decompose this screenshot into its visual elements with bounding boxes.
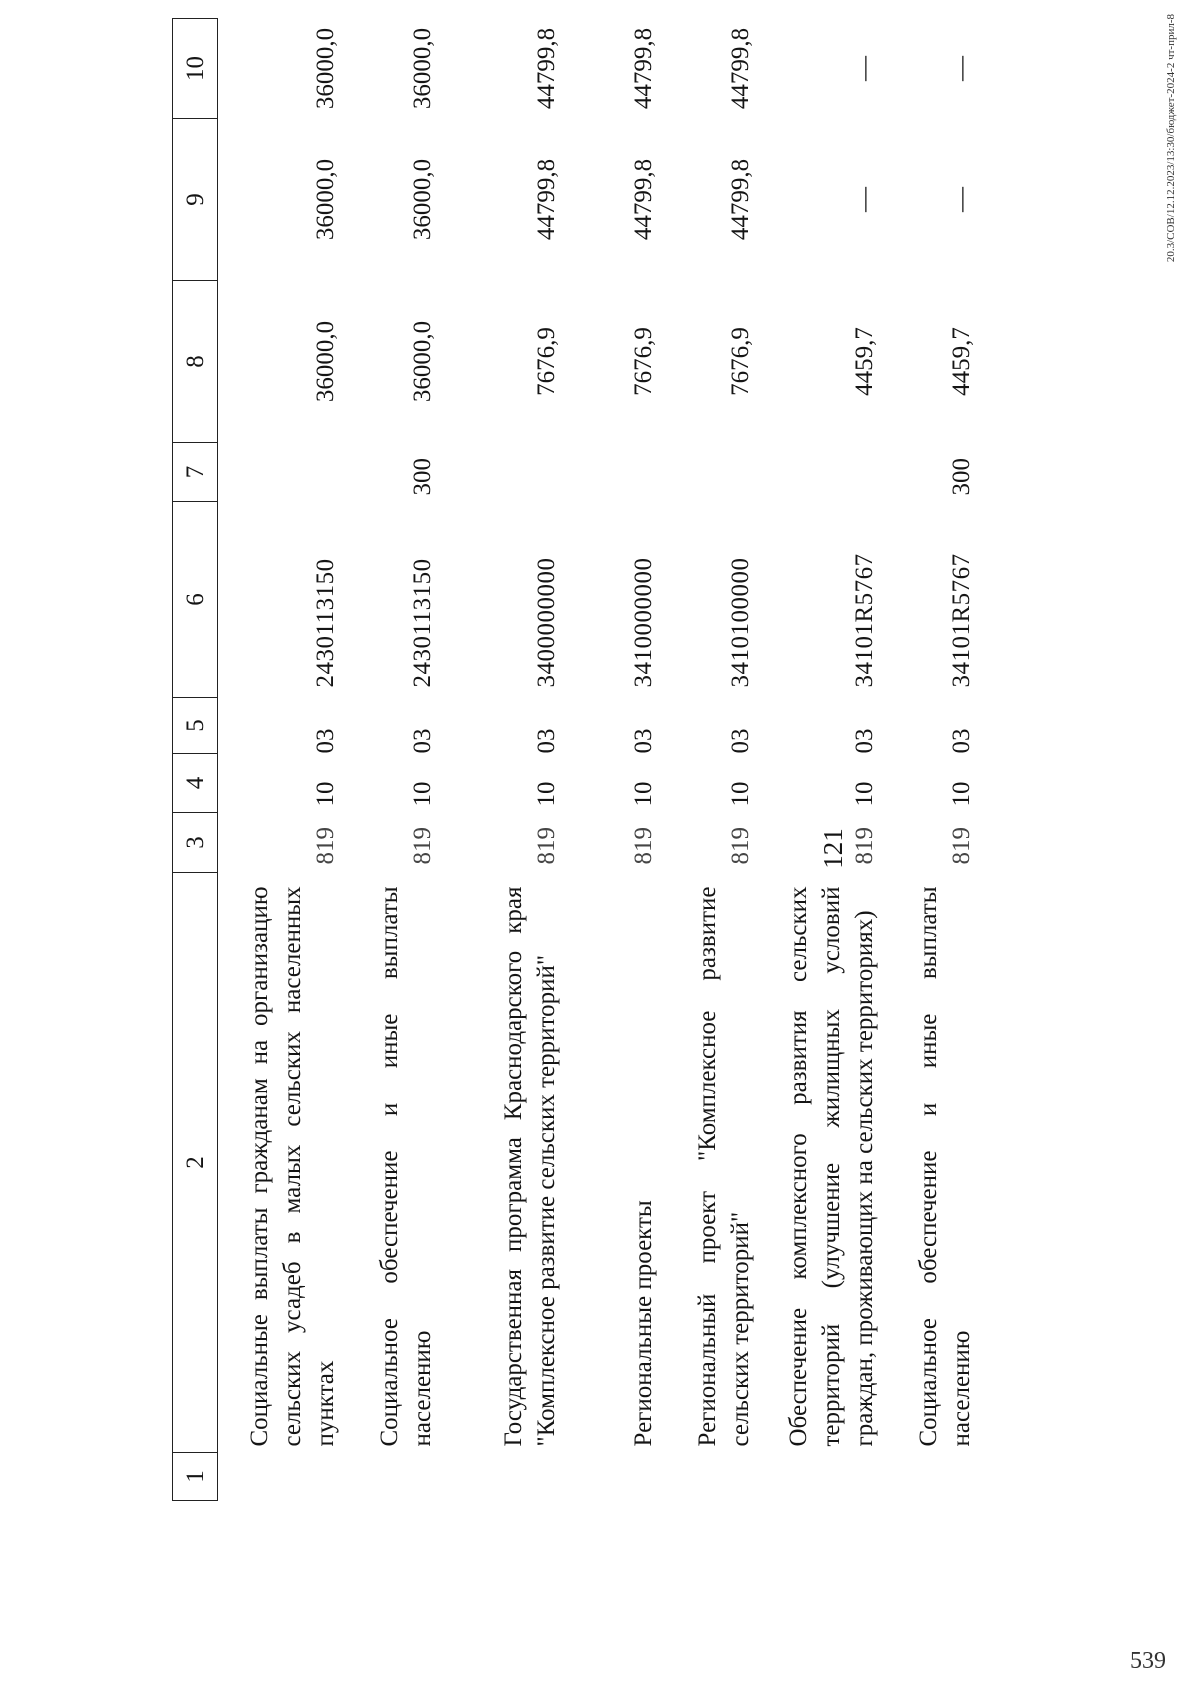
amount-col-9: 36000,0 bbox=[311, 158, 339, 241]
expense-type bbox=[563, 443, 660, 502]
subsection-code: 03 bbox=[947, 728, 975, 754]
expense-type bbox=[757, 443, 881, 502]
subsection-code: 03 bbox=[726, 728, 754, 754]
expense-type: 300 bbox=[947, 458, 975, 496]
amount-col-8: 7676,9 bbox=[629, 327, 657, 396]
col-header-7: 7 bbox=[173, 443, 218, 502]
amount-col-10: — bbox=[947, 56, 975, 81]
row-name: Обеспечение комплексного развития сельских территорий (улучшение жилищных условий граждан, проживающих на сельских территориях) bbox=[784, 886, 878, 1447]
row-name: Государственная программа Краснодарского края "Комплексное развитие сельских территорий" bbox=[499, 886, 560, 1447]
amount-col-8: 36000,0 bbox=[311, 320, 339, 403]
amount-col-10: 36000,0 bbox=[408, 27, 436, 110]
row-number bbox=[660, 1453, 757, 1501]
col-header-9: 9 bbox=[173, 119, 218, 281]
subsection-code: 03 bbox=[311, 728, 339, 754]
table-row bbox=[757, 19, 881, 1501]
section-code: 10 bbox=[726, 781, 754, 807]
section-code: 10 bbox=[629, 781, 657, 807]
amount-col-8: 7676,9 bbox=[726, 327, 754, 396]
target-code: 3400000000 bbox=[532, 557, 560, 688]
amount-col-9: 36000,0 bbox=[408, 158, 436, 241]
amount-col-8: 4459,7 bbox=[947, 327, 975, 396]
subsection-code: 03 bbox=[850, 728, 878, 754]
table-row bbox=[439, 19, 563, 1501]
row-number bbox=[218, 1453, 342, 1501]
col-header-3: 3 bbox=[173, 813, 218, 873]
col-header-8: 8 bbox=[173, 281, 218, 443]
sheet-number: 539 bbox=[1130, 1648, 1166, 1674]
row-name: Социальное обеспечение и иные выплаты населению bbox=[914, 886, 975, 1447]
expense-type bbox=[218, 443, 342, 502]
row-number bbox=[881, 1453, 978, 1501]
amount-col-10: 44799,8 bbox=[726, 27, 754, 110]
amount-col-8: 4459,7 bbox=[850, 327, 878, 396]
col-header-4: 4 bbox=[173, 754, 218, 813]
subsection-code: 03 bbox=[629, 728, 657, 754]
row-number bbox=[439, 1453, 563, 1501]
table-row bbox=[660, 19, 757, 1501]
document-footer-stamp: 20.3/СОВ/12.12.2023/13:30/бюджет-2024-2 чт-прил-8 bbox=[1165, 14, 1177, 263]
ministry-code: 819 bbox=[629, 827, 657, 865]
row-name: Социальные выплаты гражданам на организацию сельских усадеб в малых сельских населенных пунктах bbox=[245, 886, 339, 1447]
ministry-code: 819 bbox=[726, 827, 754, 865]
subsection-code: 03 bbox=[408, 728, 436, 754]
amount-col-10: 44799,8 bbox=[629, 27, 657, 110]
amount-col-8: 7676,9 bbox=[532, 327, 560, 396]
row-number bbox=[342, 1453, 439, 1501]
amount-col-9: 44799,8 bbox=[629, 158, 657, 241]
amount-col-9: — bbox=[947, 187, 975, 212]
col-header-1: 1 bbox=[173, 1453, 218, 1501]
target-code: 34101R5767 bbox=[947, 553, 975, 688]
amount-col-10: — bbox=[850, 56, 878, 81]
table-row bbox=[342, 19, 439, 1501]
row-number bbox=[563, 1453, 660, 1501]
ministry-code: 819 bbox=[850, 827, 878, 865]
expense-type bbox=[439, 443, 563, 502]
row-name: Региональный проект "Комплексное развитие сельских территорий" bbox=[693, 886, 754, 1447]
ministry-code: 819 bbox=[408, 827, 436, 865]
target-code: 34101R5767 bbox=[850, 553, 878, 688]
col-header-2: 2 bbox=[173, 873, 218, 1453]
section-code: 10 bbox=[408, 781, 436, 807]
page-number: 121 bbox=[818, 828, 848, 869]
expense-type: 300 bbox=[408, 458, 436, 496]
row-name: Социальное обеспечение и иные выплаты населению bbox=[375, 886, 436, 1447]
target-code: 2430113150 bbox=[311, 558, 339, 688]
table-row bbox=[881, 19, 978, 1501]
col-header-10: 10 bbox=[173, 19, 218, 119]
col-header-6: 6 bbox=[173, 502, 218, 698]
section-code: 10 bbox=[532, 781, 560, 807]
amount-col-9: — bbox=[850, 187, 878, 212]
section-code: 10 bbox=[850, 781, 878, 807]
row-number bbox=[757, 1453, 881, 1501]
table-row bbox=[563, 19, 660, 1501]
ministry-code: 819 bbox=[311, 827, 339, 865]
ministry-code: 819 bbox=[947, 827, 975, 865]
subsection-code: 03 bbox=[532, 728, 560, 754]
amount-col-10: 44799,8 bbox=[532, 27, 560, 110]
section-code: 10 bbox=[311, 781, 339, 807]
target-code: 3410000000 bbox=[629, 557, 657, 688]
table-row bbox=[218, 19, 342, 1501]
header-row bbox=[173, 19, 218, 1501]
amount-col-9: 44799,8 bbox=[726, 158, 754, 241]
ministry-code: 819 bbox=[532, 827, 560, 865]
section-code: 10 bbox=[947, 781, 975, 807]
target-code: 3410100000 bbox=[726, 557, 754, 688]
row-name: Региональные проекты bbox=[629, 1200, 657, 1447]
expense-type bbox=[660, 443, 757, 502]
target-code: 2430113150 bbox=[408, 558, 436, 688]
col-header-5: 5 bbox=[173, 698, 218, 754]
amount-col-9: 44799,8 bbox=[532, 158, 560, 241]
amount-col-8: 36000,0 bbox=[408, 320, 436, 403]
amount-col-10: 36000,0 bbox=[311, 27, 339, 110]
budget-table bbox=[172, 18, 978, 1501]
